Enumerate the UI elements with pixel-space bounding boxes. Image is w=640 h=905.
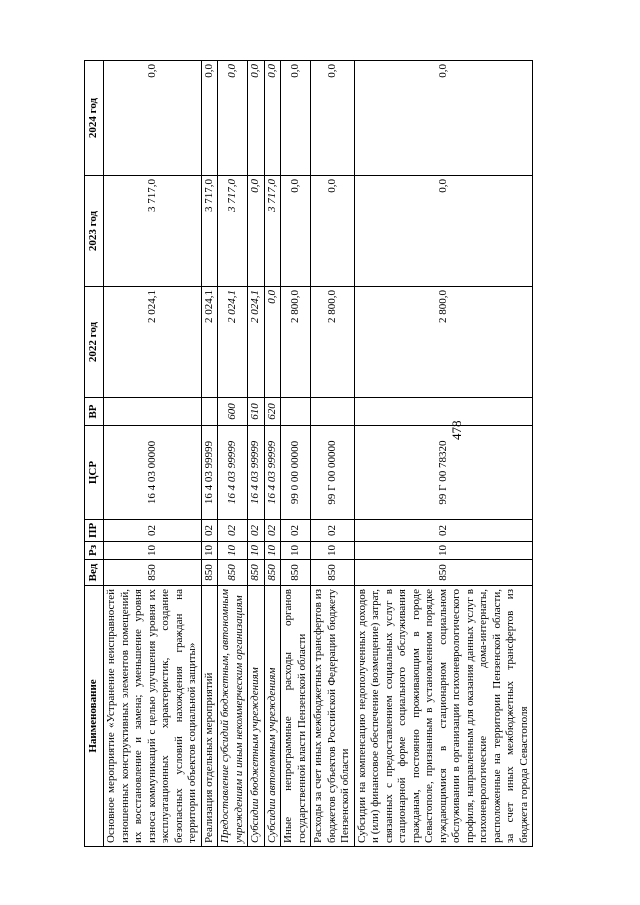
header-2024: 2024 год (85, 61, 104, 176)
row-csr: 16 4 03 99999 (218, 426, 248, 520)
table-row (354, 61, 533, 847)
table-header-row (85, 61, 104, 847)
row-2023: 3 717,0 (104, 176, 202, 287)
row-csr: 16 4 03 00000 (104, 426, 202, 520)
row-name: Основное мероприятие «Устранение неисправностей изношенных конструктивных элементов помещений, их восстановление и замена; уменьшение уровня износа коммуникаций с целью улучшения уровня их эксплуатационных характеристик, создание безопасных условий нахождения граждан на территории объектов социальной защиты» (104, 586, 202, 847)
row-ved: 850 (311, 560, 355, 586)
row-csr: 99 0 00 00000 (281, 426, 311, 520)
row-pr: 02 (218, 520, 248, 542)
row-ved: 850 (201, 560, 218, 586)
row-2022: 2 024,1 (104, 287, 202, 398)
row-csr: 99 Г 00 00000 (311, 426, 355, 520)
header-vr: ВР (85, 398, 104, 426)
row-pr: 02 (104, 520, 202, 542)
row-2022: 0,0 (264, 287, 281, 398)
row-2022: 2 024,1 (248, 287, 265, 398)
row-2023: 0,0 (311, 176, 355, 287)
row-2024: 0,0 (311, 61, 355, 176)
table-row (248, 61, 265, 847)
row-ved: 850 (218, 560, 248, 586)
row-name: Субсидии на компенсацию недополученных доходов и (или) финансовое обеспечение (возмещение) затрат, связанных с предоставлением социальных услуг в стационарной форме социального обслуживания гражданам, постоянно проживающим в городе Севастополе, признанным в установленном порядке нуждающимися в стационарном социальном обслуживании в организации психоневрологического профиля, направленным для оказания данных услуг в психоневрологические дома-интернаты, расположенные на территории Пензенской области, за счет иных межбюджетных трансфертов из бюджета города Севастополя (354, 586, 533, 847)
row-2024: 0,0 (104, 61, 202, 176)
row-name: Предоставление субсидий бюджетным, автономным учреждениям и иным некоммерческим организациям (218, 586, 248, 847)
row-vr: 610 (248, 398, 265, 426)
row-2022: 2 800,0 (311, 287, 355, 398)
row-ved: 850 (281, 560, 311, 586)
table-row (201, 61, 218, 847)
row-vr (201, 398, 218, 426)
row-pr: 02 (281, 520, 311, 542)
row-rz: 10 (311, 542, 355, 560)
row-vr: 600 (218, 398, 248, 426)
row-pr: 02 (201, 520, 218, 542)
header-ved: Вед (85, 560, 104, 586)
row-rz: 10 (248, 542, 265, 560)
row-name: Реализация отдельных мероприятий (201, 586, 218, 847)
row-vr: 620 (264, 398, 281, 426)
row-name: Иные непрограммные расходы органов государственной власти Пензенской области (281, 586, 311, 847)
header-rz: Рз (85, 542, 104, 560)
table-row (281, 61, 311, 847)
row-name: Субсидии бюджетным учреждениям (248, 586, 265, 847)
row-rz: 10 (264, 542, 281, 560)
row-2024: 0,0 (218, 61, 248, 176)
table-row (311, 61, 355, 847)
row-ved: 850 (104, 560, 202, 586)
header-name: Наименование (85, 586, 104, 847)
page-number: 478 (449, 420, 464, 440)
row-rz: 10 (201, 542, 218, 560)
table-row (264, 61, 281, 847)
row-2022: 2 024,1 (218, 287, 248, 398)
header-2022: 2022 год (85, 287, 104, 398)
row-2023: 0,0 (281, 176, 311, 287)
row-2023: 3 717,0 (218, 176, 248, 287)
table-row (218, 61, 248, 847)
row-ved: 850 (248, 560, 265, 586)
header-csr: ЦСР (85, 426, 104, 520)
row-ved: 850 (354, 560, 533, 586)
row-2022: 2 800,0 (281, 287, 311, 398)
row-csr: 16 4 03 99999 (248, 426, 265, 520)
row-csr: 99 Г 00 78320 (354, 426, 533, 520)
row-name: Расходы за счет иных межбюджетных трансфертов из бюджетов субъектов Российской Федерации бюджету Пензенской области (311, 586, 355, 847)
row-rz: 10 (218, 542, 248, 560)
row-rz: 10 (354, 542, 533, 560)
row-rz: 10 (281, 542, 311, 560)
row-2024: 0,0 (264, 61, 281, 176)
row-2022: 2 800,0 (354, 287, 533, 398)
row-pr: 02 (311, 520, 355, 542)
row-pr: 02 (354, 520, 533, 542)
header-2023: 2023 год (85, 176, 104, 287)
row-name: Субсидии автономным учреждениям (264, 586, 281, 847)
row-2023: 0,0 (354, 176, 533, 287)
row-rz: 10 (104, 542, 202, 560)
row-csr: 16 4 03 99999 (201, 426, 218, 520)
row-pr: 02 (248, 520, 265, 542)
row-2022: 2 024,1 (201, 287, 218, 398)
row-2024: 0,0 (354, 61, 533, 176)
row-ved: 850 (264, 560, 281, 586)
row-vr (354, 398, 533, 426)
row-2024: 0,0 (248, 61, 265, 176)
rotated-table-container (84, 61, 594, 847)
row-2023: 0,0 (248, 176, 265, 287)
row-vr (281, 398, 311, 426)
row-vr (104, 398, 202, 426)
row-pr: 02 (264, 520, 281, 542)
row-2023: 3 717,0 (264, 176, 281, 287)
row-2024: 0,0 (281, 61, 311, 176)
header-pr: ПР (85, 520, 104, 542)
table-row (104, 61, 202, 847)
budget-table (84, 60, 533, 847)
row-csr: 16 4 03 99999 (264, 426, 281, 520)
row-vr (311, 398, 355, 426)
row-2024: 0,0 (201, 61, 218, 176)
row-2023: 3 717,0 (201, 176, 218, 287)
